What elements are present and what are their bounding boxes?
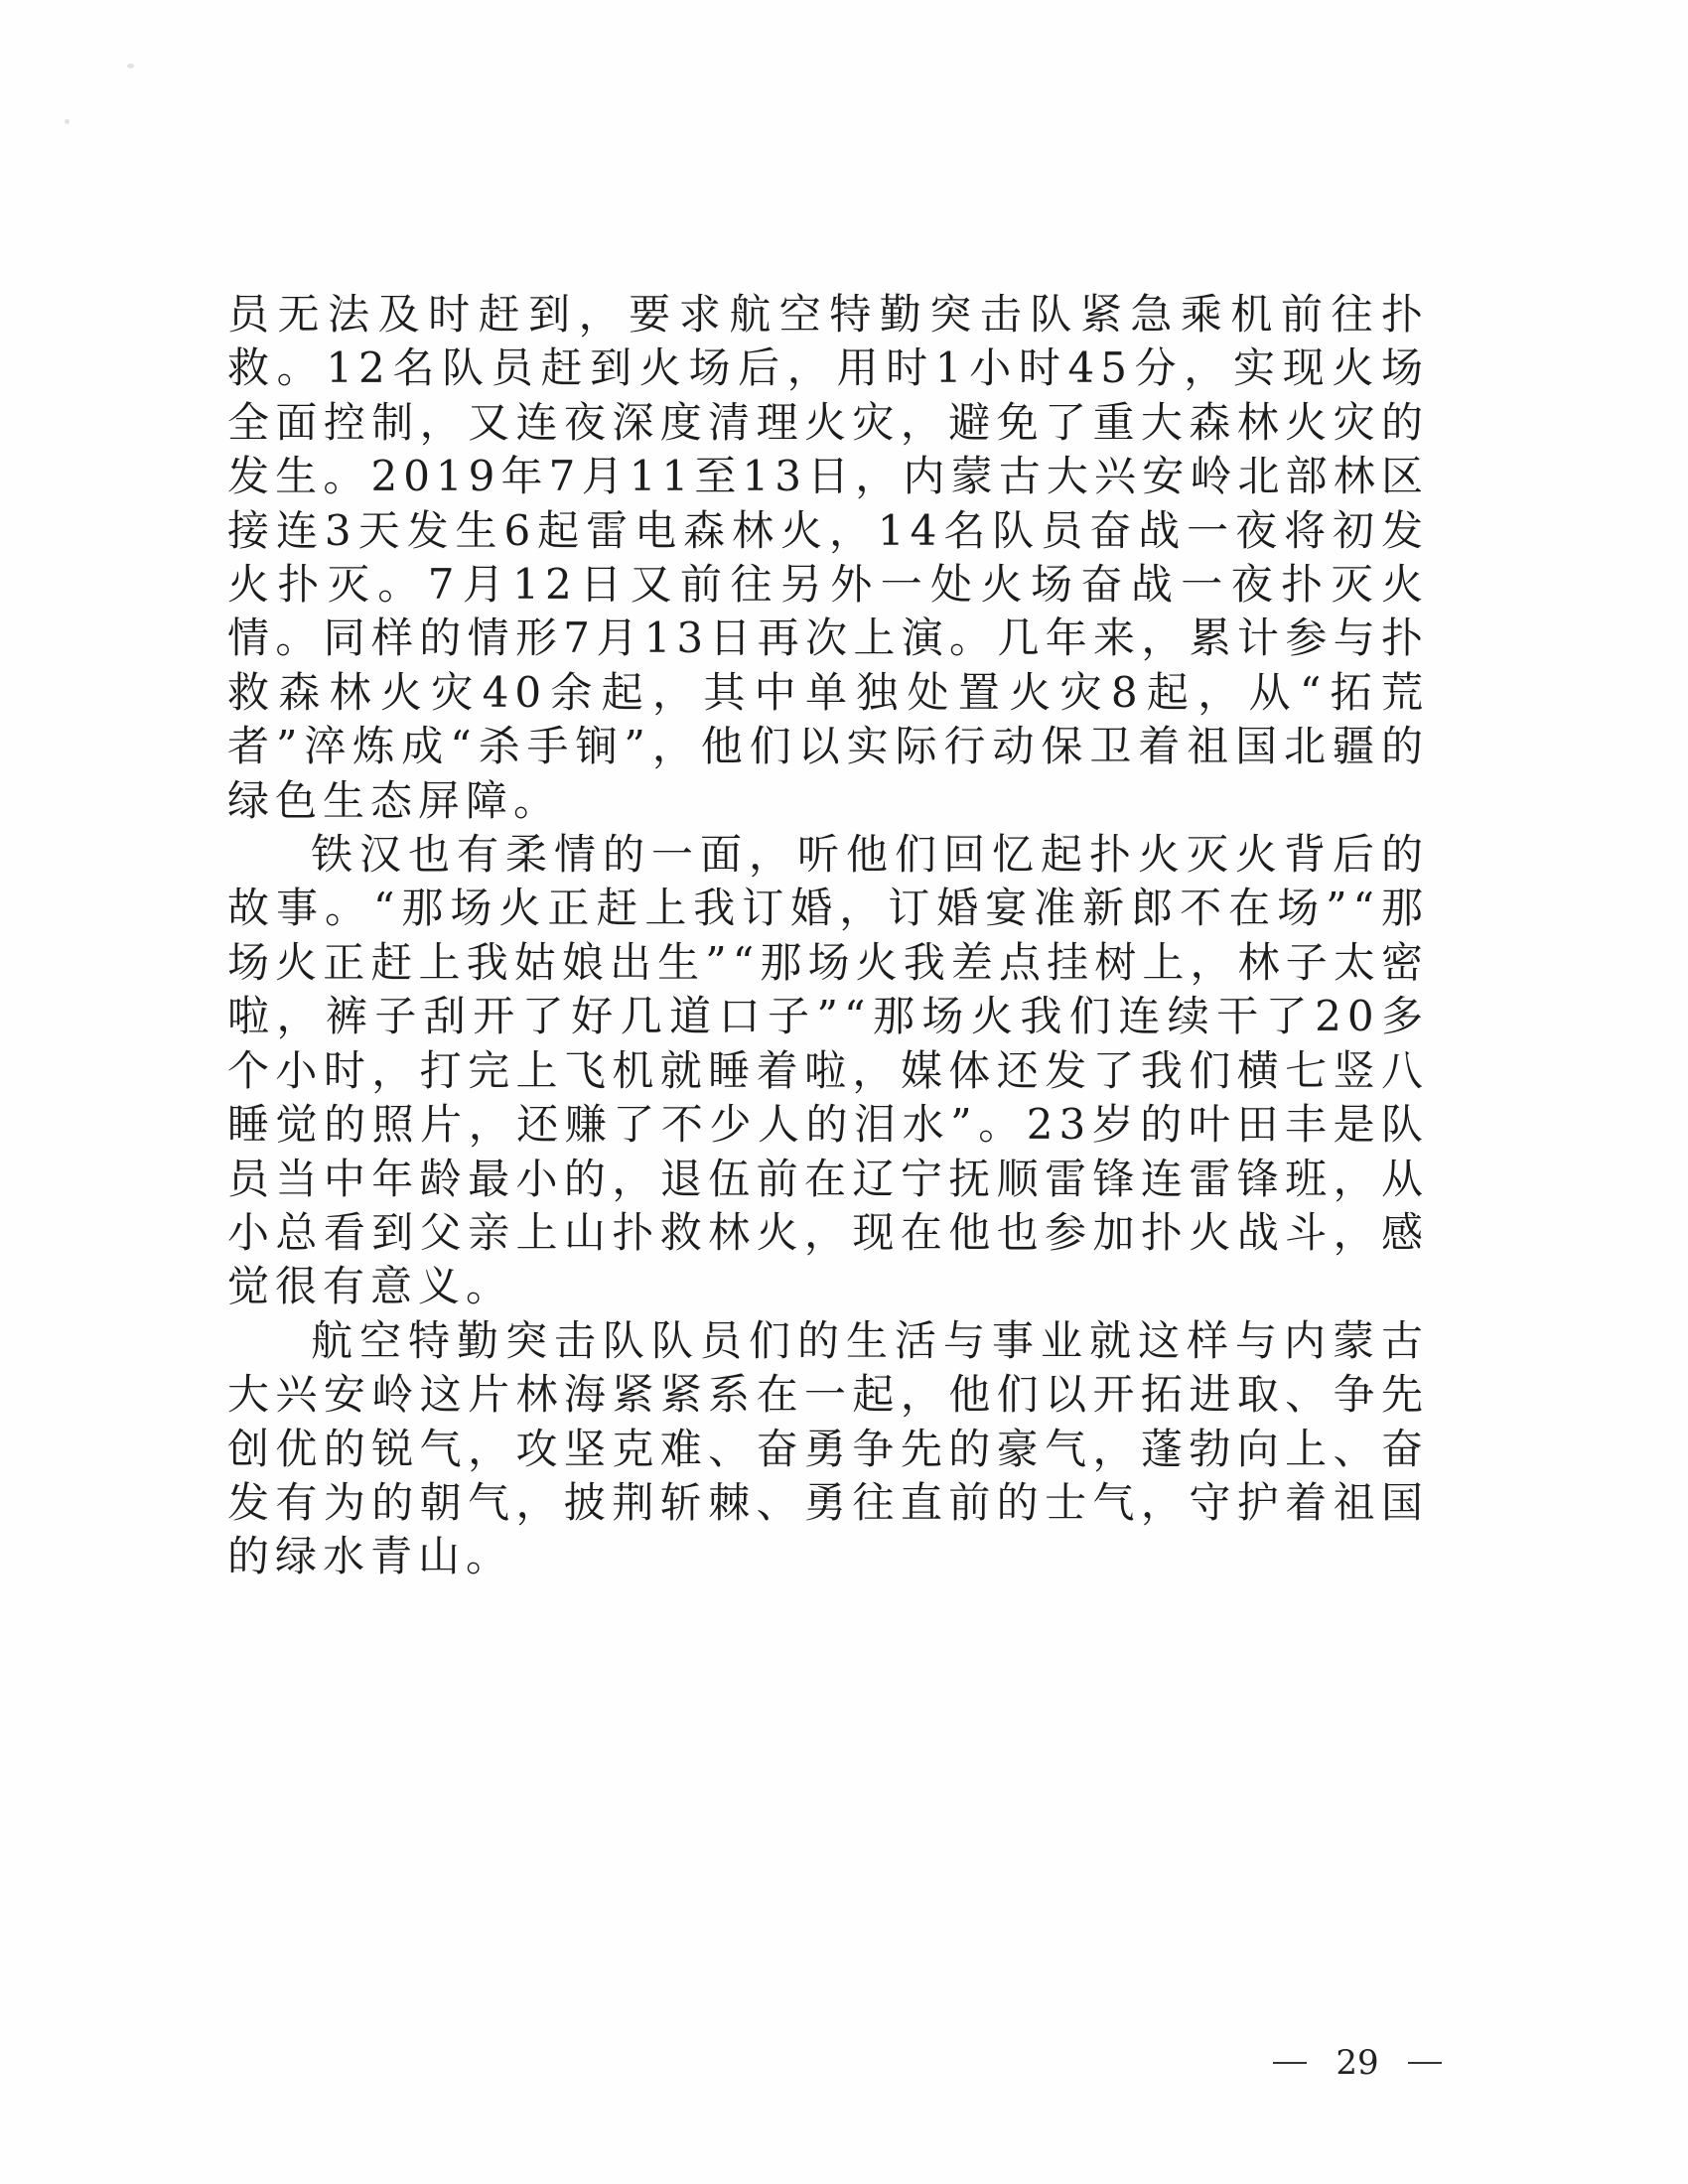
page-number-footer [1273, 2043, 1442, 2083]
scan-speck [65, 119, 70, 124]
scan-speck [127, 64, 134, 68]
page-number: 29 [1336, 2043, 1379, 2083]
paragraph: 铁汉也有柔情的一面，听他们回忆起扑火灭火背后的故事。“那场火正赶上我订婚，订婚宴准新郎不在场”“那场火正赶上我姑娘出生”“那场火我差点挂树上，林子太密啦，裤子刮开了好几道口子”“那场火我们连续干了20多个小时，打完上飞机就睡着啦，媒体还发了我们横七竖八睡觉的照片，还赚了不少人的泪水”。23岁的叶田丰是队员当中年龄最小的，退伍前在辽宁抚顺雷锋连雷锋班，从小总看到父亲上山扑救林火，现在他也参加扑火战斗，感觉很有意义。 [227, 830, 1429, 1311]
body-text [227, 288, 1429, 1584]
page-number-dash-right [1408, 2062, 1442, 2064]
paragraph-continued: 员无法及时赶到，要求航空特勤突击队紧急乘机前往扑救。12名队员赶到火场后，用时1小时45分，实现火场全面控制，又连夜深度清理火灾，避免了重大森林火灾的发生。2019年7月11至13日，内蒙古大兴安岭北部林区接连3天发生6起雷电森林火，14名队员奋战一夜将初发火扑灭。7月12日又前往另外一处火场奋战一夜扑灭火情。同样的情形7月13日再次上演。几年来，累计参与扑救森林火灾40余起，其中单独处置火灾8起，从“拓荒者”淬炼成“杀手锏”，他们以实际行动保卫着祖国北疆的绿色生态屏障。 [227, 290, 1429, 825]
paragraph: 航空特勤突击队队员们的生活与事业就这样与内蒙古大兴安岭这片林海紧紧系在一起，他们以开拓进取、争先创优的锐气，攻坚克难、奋勇争先的豪气，蓬勃向上、奋发有为的朝气，披荆斩棘、勇往直前的士气，守护着祖国的绿水青山。 [227, 1315, 1429, 1581]
page-number-dash-left [1273, 2062, 1307, 2064]
